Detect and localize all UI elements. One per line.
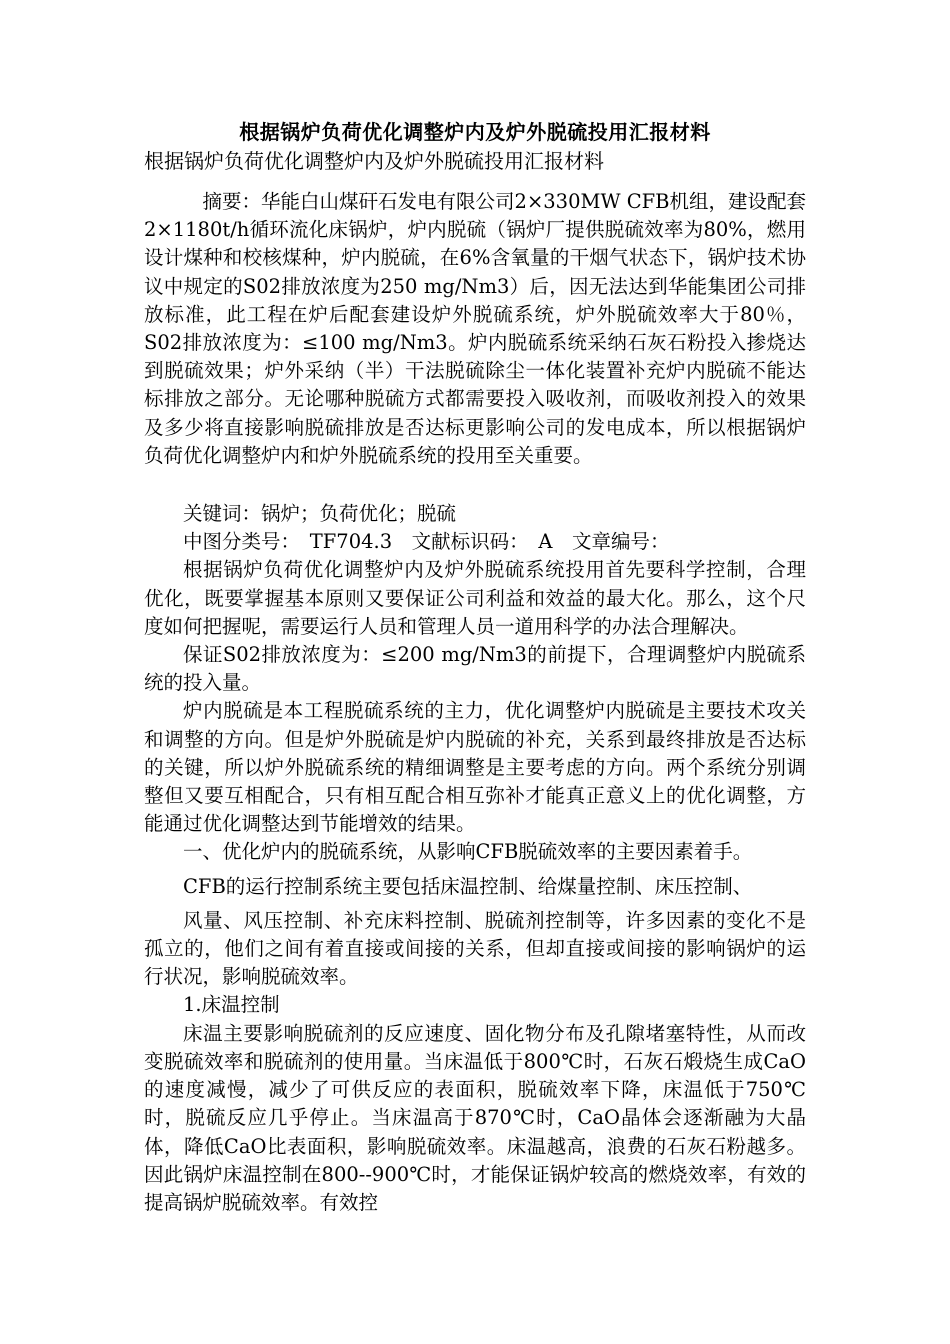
body-paragraph-3: 炉内脱硫是本工程脱硫系统的主力，优化调整炉内脱硫是主要技术攻关和调整的方向。但是炉外脱硫是炉内脱硫的补充，关系到最终排放是否达标的关键，所以炉外脱硫系统的精细调整是主要考虑的方向。两个系统分别调整但又要互相配合，只有相互配合相互弥补才能真正意义上的优化调整，方能通过优化调整达到节能增效的结果。 [144, 699, 806, 836]
abstract-paragraph: 摘要：华能白山煤矸石发电有限公司2×330MW CFB机组，建设配套2×1180t/h循环流化床锅炉，炉内脱硫（锅炉厂提供脱硫效率为80%，燃用设计煤种和校核煤种，炉内脱硫，在6%含氧量的干烟气状态下，锅炉技术协议中规定的S02排放浓度为250 mg/Nm3）后，因无法达到华能集团公司排放标准，此工程在炉后配套建设炉外脱硫系统，炉外脱硫效率大于80％，S02排放浓度为：≤100 mg/Nm3。炉内脱硫系统采纳石灰石粉投入掺烧达到脱硫效果；炉外采纳（半）干法脱硫除尘一体化装置补充炉内脱硫不能达标排放之部分。无论哪种脱硫方式都需要投入吸收剂，而吸收剂投入的效果及多少将直接影响脱硫排放是否达标更影响公司的发电成本，所以根据锅炉负荷优化调整炉内和炉外脱硫系统的投用至关重要。 [144, 190, 806, 467]
subsection-heading-bed-temperature: 1.床温控制 [183, 993, 280, 1017]
body-paragraph-5: 风量、风压控制、补充床料控制、脱硫剂控制等，许多因素的变化不是孤立的，他们之间有着直接或间接的关系，但却直接或间接的影响锅炉的运行状况，影响脱硫效率。 [144, 908, 806, 989]
body-paragraph-1: 根据锅炉负荷优化调整炉内及炉外脱硫系统投用首先要科学控制，合理优化，既要掌握基本原则又要保证公司利益和效益的最大化。那么，这个尺度如何把握呢，需要运行人员和管理人员一道用科学的办法合理解决。 [144, 558, 806, 638]
spacer [144, 470, 806, 500]
body-paragraph-2: 保证S02排放浓度为：≤200 mg/Nm3的前提下，合理调整炉内脱硫系统的投入量。 [144, 643, 806, 695]
section-heading-1: 一、优化炉内的脱硫系统，从影响CFB脱硫效率的主要因素着手。 [183, 840, 753, 864]
body-paragraph-4: CFB的运行控制系统主要包括床温控制、给煤量控制、床压控制、 [183, 874, 753, 898]
classification-line: 中图分类号： TF704.3 文献标识码： A 文章编号： [183, 530, 670, 554]
document-page [144, 118, 806, 1217]
keywords-line: 关键词：锅炉；负荷优化；脱硫 [183, 502, 457, 526]
document-title: 根据锅炉负荷优化调整炉内及炉外脱硫投用汇报材料 [239, 120, 711, 144]
document-subtitle: 根据锅炉负荷优化调整炉内及炉外脱硫投用汇报材料 [144, 149, 604, 173]
body-paragraph-6: 床温主要影响脱硫剂的反应速度、固化物分布及孔隙堵塞特性，从而改变脱硫效率和脱硫剂的使用量。当床温低于800℃时，石灰石煅烧生成CaO的速度减慢，减少了可供反应的表面积，脱硫效率下降，床温低于750℃时，脱硫反应几乎停止。当床温高于870℃时，CaO晶体会逐渐融为大晶体，降低CaO比表面积，影响脱硫效率。床温越高，浪费的石灰石粉越多。因此锅炉床温控制在800--900℃时，才能保证锅炉较高的燃烧效率，有效的提高锅炉脱硫效率。有效控 [144, 1021, 806, 1214]
